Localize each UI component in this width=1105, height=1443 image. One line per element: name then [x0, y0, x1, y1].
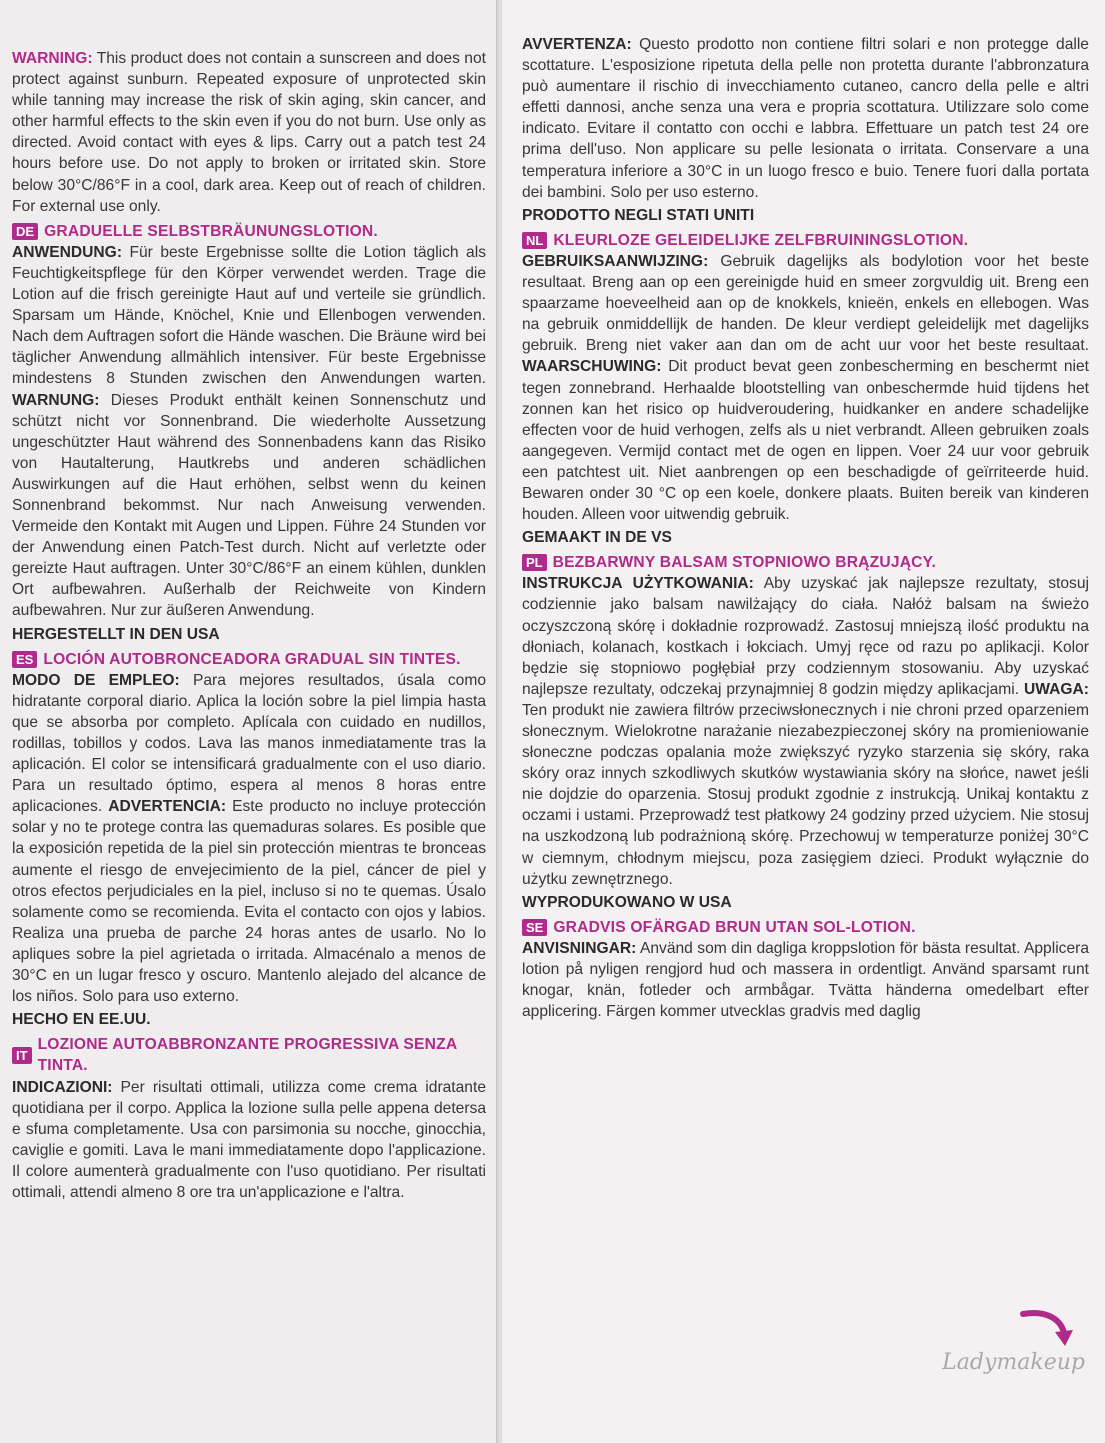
it-made-in: PRODOTTO NEGLI STATI UNITI [522, 206, 755, 224]
nl-warning-label: WAARSCHUWING: [522, 358, 662, 376]
en-warning-text: This product does not contain a sunscreen and does not protect against sunburn. Repeated exposure of unprotected skin while tanning may increase the risk of skin aging, skin cancer, and other harmful effects to the skin even if you do not burn. Use only as directed. Avoid contact with eyes & lips. Carry out a patch test 24 hours before use. Do not apply to broken or irritated skin. Store below 30°C/86°F in a cool, dark area. Keep out of reach of children. For external use only. [12, 50, 486, 215]
es-usage-text: Para mejores resultados, úsala como hidratante corporal diario. Aplica la loción sobre la piel limpia hasta que se absorba por completo. Aplícala con cuidado en nudillos, rodillas, tobillos y codos. Lava las manos inmediatamente tras la aplicación. El color se intensificará gradualmente con el uso diario. Para un resultado óptimo, espera al menos 8 horas entre aplicaciones. [12, 671, 486, 816]
it-section-header [12, 1034, 486, 1076]
it-usage-label: INDICAZIONI: [12, 1078, 113, 1096]
es-usage-label: MODO DE EMPLEO: [12, 671, 180, 689]
pl-made-in: WYPRODUKOWANO W USA [522, 893, 732, 911]
se-section-header [522, 917, 1089, 938]
pl-warning-label: UWAGA: [1024, 680, 1089, 698]
nl-usage-text: Gebruik dagelijks als bodylotion voor het beste resultaat. Breng aan op een gereinigde huid en smeer zorgvuldig uit. Breng een spaarzame hoeveelheid aan op de knokkels, knieën, enkels en ellebogen. Was na gebruik onmiddellijk de handen. De kleur verdiept geleidelijk met dagelijks gebruik. Breng niet vaker aan dan om de acht uur voor het beste resultaat. [522, 252, 1089, 355]
se-body-paragraph [522, 938, 1089, 1022]
pl-usage-text: Aby uzyskać jak najlepsze rezultaty, stosuj codziennie jako balsam nawilżający do ciała. Nałóż balsam na świeżo oczyszczoną skórę i dokładnie rozprowadź. Zastosuj mniejszą ilość produktu na dłoniach, kolanach, kostkach i łokciach. Umyj ręce od razu po aplikacji. Kolor będzie się stopniowo pogłębiał przy codziennym stosowaniu. Aby uzyskać najlepsze rezultaty, odczekaj przynajmniej 8 godzin między aplikacjami. [522, 575, 1089, 698]
pl-warning-text: Ten produkt nie zawiera filtrów przeciwsłonecznych i nie chroni przed oparzeniem słonecznym. Wielokrotne narażanie niezabezpieczonej skóry na promieniowanie słoneczne podczas opalania może zwiększyć ryzyko starzenia się skóry, raka skóry oraz innych szkodliwych skutków wystawiania skóry na słońce, nawet jeśli nie dojdzie do oparzenia. Stosuj produkt zgodnie z instrukcją. Unikaj kontaktu z oczami i ustami. Przeprowadź test płatkowy 24 godziny przed użyciem. Nie stosuj na uszkodzoną lub podrażnioną skórę. Przechowuj w temperaturze poniżej 30°C w ciemnym, chłodnym miejscu, poza zasięgiem dzieci. Produkt wyłącznie do użytku zewnętrznego. [522, 701, 1089, 888]
right-column [502, 0, 1105, 1443]
es-warning-label: ADVERTENCIA: [108, 798, 227, 816]
de-body-paragraph [12, 242, 486, 622]
nl-made-in: GEMAAKT IN DE VS [522, 529, 672, 547]
es-body-paragraph [12, 670, 486, 1008]
nl-warning-text: Dit product bevat geen zonbescherming en beschermt niet tegen zonnebrand. Herhaalde blootstelling van onbeschermde huid tijdens het zonnen kan het risico op huidveroudering, huidkanker en andere schadelijke effecten voor de huid verhogen, zelfs als u niet verbrandt. Alleen gebruiken zoals aangegeven. Vermijd contact met de ogen en lippen. Voer 24 uur voor gebruik een patchtest uit. Niet aanbrengen op een beschadigde of geïrriteerde huid. Bewaren onder 30 °C op een koele, donkere plaats. Buiten bereik van kinderen houden. Alleen voor uitwendig gebruik. [522, 358, 1089, 524]
se-language-badge: SE [522, 919, 547, 936]
it-language-badge: IT [12, 1047, 32, 1064]
nl-section-header [522, 230, 1089, 251]
de-section-header [12, 221, 486, 242]
se-section-title: GRADVIS OFÄRGAD BRUN UTAN SOL-LOTION. [553, 918, 916, 936]
de-warning-label: WARNUNG: [12, 391, 100, 409]
page-turn-arrow-icon [1019, 1308, 1075, 1350]
de-language-badge: DE [12, 223, 38, 240]
de-usage-text: Für beste Ergebnisse sollte die Lotion täglich als Feuchtigkeitspflege für den Körper verwendet werden. Trage die Lotion auf die frisch gereinigte Haut auf und verteile sie gründlich. Sparsam um Hände, Knöchel, Knie und Ellenbogen verwenden. Nach dem Auftragen sofort die Hände waschen. Die Bräune wird bei täglicher Anwendung allmählich intensiver. Für beste Ergebnisse mindestens 8 Stunden zwischen den Anwendungen warten. [12, 243, 486, 388]
se-usage-text: Använd som din dagliga kroppslotion för bästa resultat. Applicera lotion på nyligen rengjord hud och massera in ordentligt. Använd sparsamt runt knogar, knän, fotleder och armbågar. Tvätta händerna omedelbart efter applicering. Färgen kommer utvecklas gradvis med daglig [522, 939, 1089, 1021]
en-warning-label: WARNING: [12, 50, 93, 67]
pl-section-title: BEZBARWNY BALSAM STOPNIOWO BRĄZUJĄCY. [552, 554, 937, 572]
pl-usage-label: INSTRUKCJA UŻYTKOWANIA: [522, 575, 754, 593]
nl-language-badge: NL [522, 232, 547, 249]
es-section-title: LOCIÓN AUTOBRONCEADORA GRADUAL SIN TINTES. [43, 650, 461, 668]
es-section-header [12, 649, 486, 670]
es-language-badge: ES [12, 651, 37, 668]
es-warning-text: Este producto no incluye protección solar y no te protege contra las quemaduras solares. Es posible que la exposición repetida de la piel sin protección mientras te bronceas aumente el riesgo de envejecimiento de la piel, cáncer de piel y otros efectos perjudiciales en la piel, incluso si no te quemas. Úsalo solamente como se recomienda. Evita el contacto con ojos y labios. Realiza una prueba de parche 24 horas antes de usarlo. No lo apliques sobre la piel agrietada o irritada. Almacénalo a menos de 30°C en un lugar fresco y oscuro. Mantenlo alejado del alcance de los niños. Solo para uso externo. [12, 798, 486, 1006]
it-usage-text: Per risultati ottimali, utilizza come crema idratante quotidiana per il corpo. Applica la lozione sulla pelle appena detersa e sfuma completamente. Usa con parsimonia su nocche, ginocchia, caviglie e gomiti. Lava le mani immediatamente dopo l'applicazione. Il colore aumenterà gradualmente con l'uso quotidiano. Per risultati ottimali, attendi almeno 8 ore tra un'applicazione e l'altra. [12, 1078, 486, 1201]
nl-section-title: KLEURLOZE GELEIDELIJKE ZELFBRUININGSLOTION. [553, 231, 969, 249]
nl-usage-label: GEBRUIKSAANWIJZING: [522, 252, 709, 270]
de-usage-label: ANWENDUNG: [12, 243, 123, 261]
it-warning-paragraph [522, 34, 1089, 203]
it-warning-label: AVVERTENZA: [522, 36, 632, 53]
de-warning-text: Dieses Produkt enthält keinen Sonnenschutz und schützt nicht vor Sonnenbrand. Die wiederholte Aussetzung ungeschützter Haut während des Sonnenbadens kann das Risiko von Hautalterung, Hautkrebs und anderen schädlichen Auswirkungen auf die Haut erhöhen, selbst wenn du keinen Sonnenbrand bekommst. Nur nach Anweisung verwenden. Vermeide den Kontakt mit Augen und Lippen. Führe 24 Stunden vor der Anwendung einen Patch-Test durch. Nicht auf verletzte oder gereizte Haut auftragen. Unter 30°C/86°F an einem kühlen, dunklen Ort aufbewahren. Außerhalb der Reichweite von Kindern aufbewahren. Nur zur äußeren Anwendung. [12, 391, 486, 620]
left-column [0, 0, 498, 1443]
pl-language-badge: PL [522, 554, 547, 571]
en-warning-paragraph [12, 48, 486, 217]
es-made-in: HECHO EN EE.UU. [12, 1011, 151, 1029]
it-body-paragraph [12, 1077, 486, 1204]
nl-body-paragraph [522, 251, 1089, 525]
watermark-logo: Ladymakeup [942, 1350, 1085, 1375]
pl-body-paragraph [522, 573, 1089, 889]
de-section-title: GRADUELLE SELBSTBRÄUNUNGSLOTION. [44, 222, 378, 240]
it-warning-text: Questo prodotto non contiene filtri solari e non protegge dalle scottature. L'esposizione ripetuta della pelle non protetta durante l'abbronzatura può aumentare il rischio di invecchiamento cutaneo, cancro della pelle e altri effetti dannosi, anche senza una vera e propria scottatura. Utilizzare solo come indicato. Evitare il contatto con occhi e labbra. Effettuare un patch test 24 ore prima dell'uso. Non applicare su pelle lesionata o irritata. Conservare a una temperatura inferiore a 30°C in un luogo fresco e buio. Tenere fuori dalla portata dei bambini. Solo per uso esterno. [522, 36, 1089, 201]
pl-section-header [522, 552, 1089, 573]
it-section-title: LOZIONE AUTOABBRONZANTE PROGRESSIVA SENZA TINTA. [37, 1036, 457, 1075]
de-made-in: HERGESTELLT IN DEN USA [12, 625, 220, 643]
se-usage-label: ANVISNINGAR: [522, 939, 637, 957]
